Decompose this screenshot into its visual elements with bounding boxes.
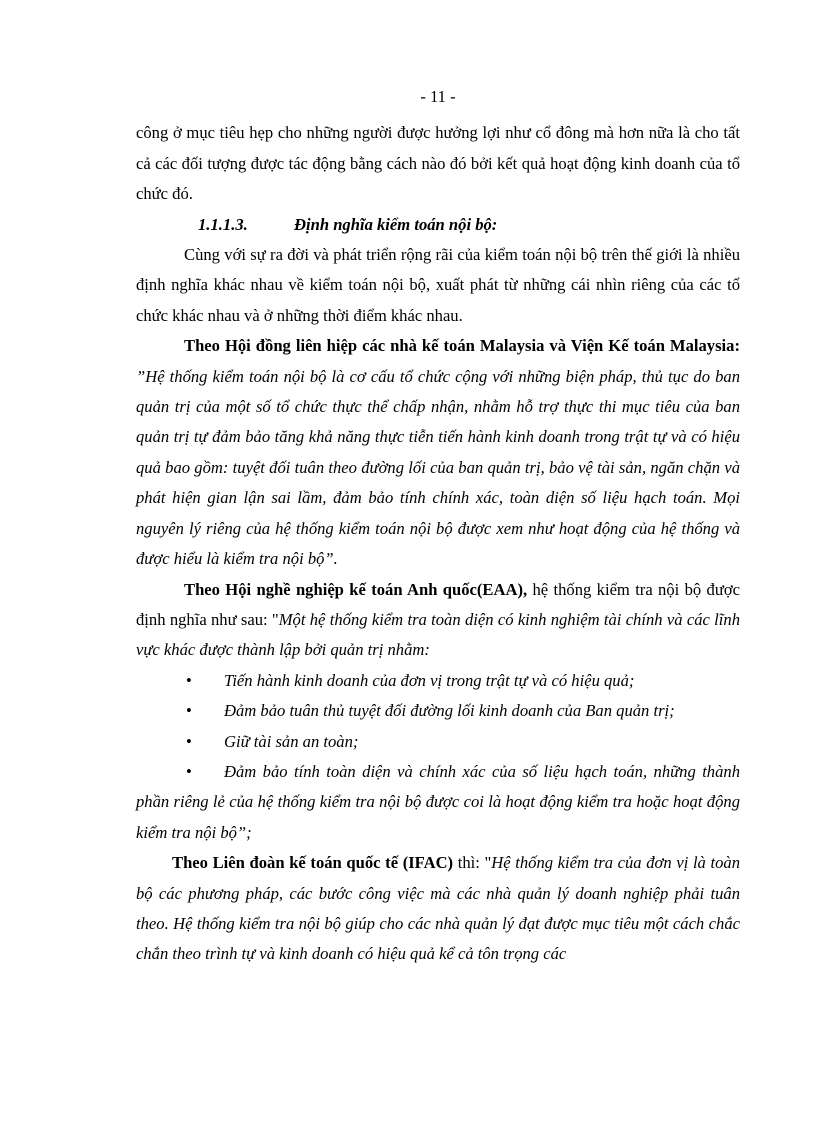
ifac-quote: Hệ thống kiểm tra của đơn vị là toàn bộ các phương pháp, các bước công việc mà các nhà quản lý doanh nghiệp phải tuân theo. Hệ thống kiểm tra nội bộ giúp cho các nhà quản lý đạt được mục tiêu một cách chắc chắn theo trình tự và kinh doanh có hiệu quả kể cả tôn trọng các — [136, 853, 740, 964]
bullet-icon: • — [186, 670, 192, 690]
bullet-icon: • — [186, 761, 192, 781]
list-item: • Đảm bảo tính toàn diện và chính xác của số liệu hạch toán, những thành phần riêng lẻ của hệ thống kiểm tra nội bộ được coi là hoạt động kiểm tra hoặc hoạt động kiểm tra nội bộ”; — [136, 757, 740, 848]
section-heading — [136, 210, 740, 240]
intro-paragraph: công ở mục tiêu hẹp cho những người được hưởng lợi như cổ đông mà hơn nữa là cho tất cả các đối tượng được tác động bằng cách nào đó bởi kết quả hoạt động kinh doanh của tổ chức đó. — [136, 123, 740, 204]
ifac-source: Theo Liên đoàn kế toán quốc tế (IFAC) — [172, 853, 454, 873]
document-page — [136, 82, 740, 970]
bullet-icon: • — [186, 731, 192, 751]
list-item: • Đảm bảo tuân thủ tuyệt đối đường lối kinh doanh của Ban quản trị; — [136, 696, 740, 726]
definition-paragraph: Cùng với sự ra đời và phát triển rộng rãi của kiểm toán nội bộ trên thế giới là nhiều định nghĩa khác nhau về kiểm toán nội bộ, xuất phát từ những cái nhìn riêng của các tổ chức khác nhau và ở những thời điểm khác nhau. — [136, 245, 740, 325]
eaa-definition-paragraph — [136, 575, 740, 666]
bullet-icon: • — [186, 701, 192, 721]
objectives-list — [136, 666, 740, 848]
eaa-quote: Một hệ thống kiểm tra toàn diện có kinh nghiệm tài chính và các lĩnh vực khác được thành lập bởi quản trị nhằm: — [136, 609, 740, 660]
list-item: • Giữ tài sản an toàn; — [136, 727, 740, 757]
malaysia-definition-paragraph — [136, 331, 740, 574]
eaa-intro: hệ thống kiểm tra nội bộ được định nghĩa như sau: " — [136, 579, 740, 629]
section-title: Định nghĩa kiểm toán nội bộ: — [294, 214, 498, 234]
ifac-intro: thì: " — [453, 853, 492, 873]
ifac-definition-paragraph — [136, 848, 740, 970]
section-number: 1.1.1.3. — [198, 214, 248, 234]
list-item: • Tiến hành kinh doanh của đơn vị trong trật tự và có hiệu quả; — [136, 666, 740, 696]
malaysia-quote: ”Hệ thống kiểm toán nội bộ là cơ cấu tổ chức cộng với những biện pháp, thủ tục do ban quản trị của một số tổ chức thực thể chấp nhận, nhằm hỗ trợ thực thi mục tiêu của ban quản trị tự đảm bảo tăng khả năng thực tiễn tiến hành kinh doanh trong trật tự và có hiệu quả bao gồm: tuyệt đối tuân theo đường lối của ban quản trị, bảo vệ tài sản, ngăn chặn và phát hiện gian lận sai lầm, đảm bảo tính chính xác, toàn diện số liệu hạch toán. Mọi nguyên lý riêng của hệ thống kiểm toán nội bộ được xem như hoạt động của hệ thống và được hiểu là kiểm tra nội bộ”. — [136, 366, 740, 569]
page-number: - 11 - — [420, 87, 456, 106]
eaa-source: Theo Hội nghề nghiệp kế toán Anh quốc(EAA), — [184, 579, 528, 599]
malaysia-source: Theo Hội đồng liên hiệp các nhà kế toán Malaysia và Viện Kế toán Malaysia: — [184, 336, 740, 356]
